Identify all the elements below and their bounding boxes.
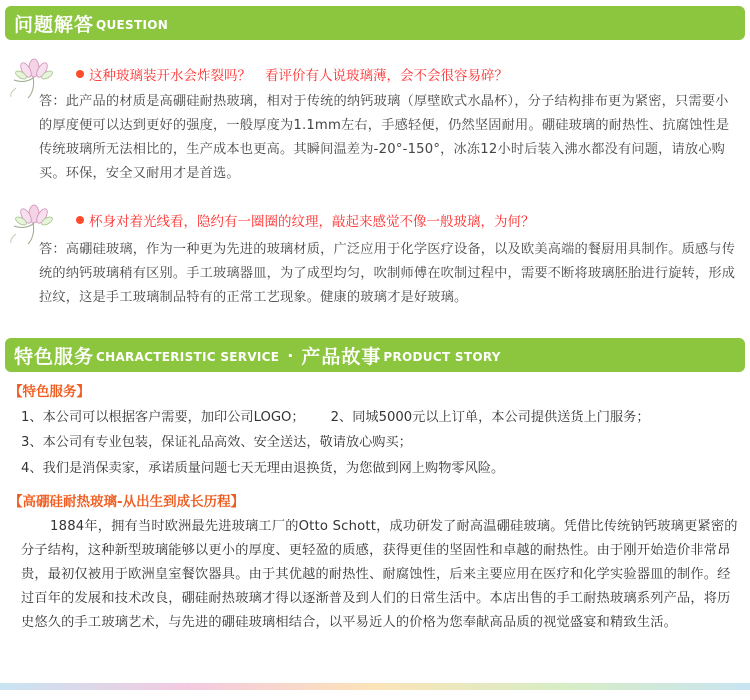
bullet-dot-icon — [76, 216, 84, 224]
feature-3: 3、本公司有专业包装，保证礼品高效、安全送达，敬请放心购买； — [21, 435, 412, 450]
question-1-part-1: 这种玻璃装开水会炸裂吗？ — [89, 68, 251, 84]
answer-2: 答：高硼硅玻璃，作为一种更为先进的玻璃材质，广泛应用于化学医疗设备，以及欧美高端的餐厨用具制作。质感与传统的纳钙玻璃稍有区别。手工玻璃器皿，为了成型均匀，吹制师傅在吹制过程中，需要不断将玻璃胚胎进行旋转，形成拉纹，这是手工玻璃制品特有的正常工艺现象。健康的玻璃才是好玻璃。 — [39, 242, 736, 305]
qa-title-en: QUESTION — [96, 18, 169, 32]
question-1 — [76, 64, 508, 84]
question-2 — [76, 210, 535, 230]
service-title-en: CHARACTERISTIC SERVICE — [96, 350, 280, 364]
feature-line-1 — [21, 406, 650, 425]
service-section-banner — [5, 338, 745, 372]
story-title-cn: 产品故事 — [301, 345, 382, 368]
bullet-dot-icon — [76, 70, 84, 78]
question-2-text: 杯身对着光线看，隐约有一圈圈的纹理，敲起来感觉不像一般玻璃，为何？ — [89, 214, 535, 230]
bottom-divider — [0, 683, 750, 690]
history-paragraph: 1884年，拥有当时欧洲最先进玻璃工厂的Otto Schott，成功研发了耐高温硼硅玻璃。凭借比传统钠钙玻璃更紧密的分子结构，这种新型玻璃能够以更小的厚度、更轻盈的质感，获得更佳的坚固性和卓越的耐热性。由于刚开始造价非常昂贵，最初仅被用于欧洲皇室餐饮器具。由于其优越的耐热性、耐腐蚀性，后来主要应用在医疗和化学实验器皿的制作。经过百年的发展和技术改良，硼硅耐热玻璃才得以逐渐普及到人们的日常生活中。本店出售的手工耐热玻璃系列产品，将历史悠久的手工玻璃艺术，与先进的硼硅玻璃相结合，以平易近人的价格为您奉献高品质的视觉盛宴和精致生活。 — [21, 519, 738, 630]
feature-1: 1、本公司可以根据客户需要，加印公司LOGO； — [21, 410, 305, 425]
qa-section-banner — [5, 6, 745, 40]
history-label: 【高硼硅耐热玻璃-从出生到成长历程】 — [9, 494, 245, 510]
service-title-cn: 特色服务 — [14, 345, 95, 368]
feature-4: 4、我们是消保卖家，承诺质量问题七天无理由退换货，为您做到网上购物零风险。 — [21, 461, 505, 476]
story-title-en: PRODUCT STORY — [383, 350, 501, 364]
banner-separator: · — [287, 345, 294, 365]
feature-2: 2、同城5000元以上订单，本公司提供送货上门服务； — [330, 410, 650, 425]
features-label: 【特色服务】 — [9, 384, 90, 400]
question-1-part-2: 看评价有人说玻璃薄，会不会很容易碎？ — [265, 68, 508, 84]
qa-title-cn: 问题解答 — [14, 13, 95, 36]
answer-1: 答：此产品的材质是高硼硅耐热玻璃，相对于传统的纳钙玻璃（厚壁欧式水晶杯），分子结构排布更为紧密，只需要小的厚度便可以达到更好的强度，一般厚度为1.1mm左右，手感轻便，仍然坚固耐用。硼硅玻璃的耐热性、抗腐蚀性是传统玻璃所无法相比的，生产成本也更高。其瞬间温差为-20°-150°，冰冻12小时后装入沸水都没有问题，请放心购买。环保，安全又耐用才是首选。 — [39, 94, 730, 181]
